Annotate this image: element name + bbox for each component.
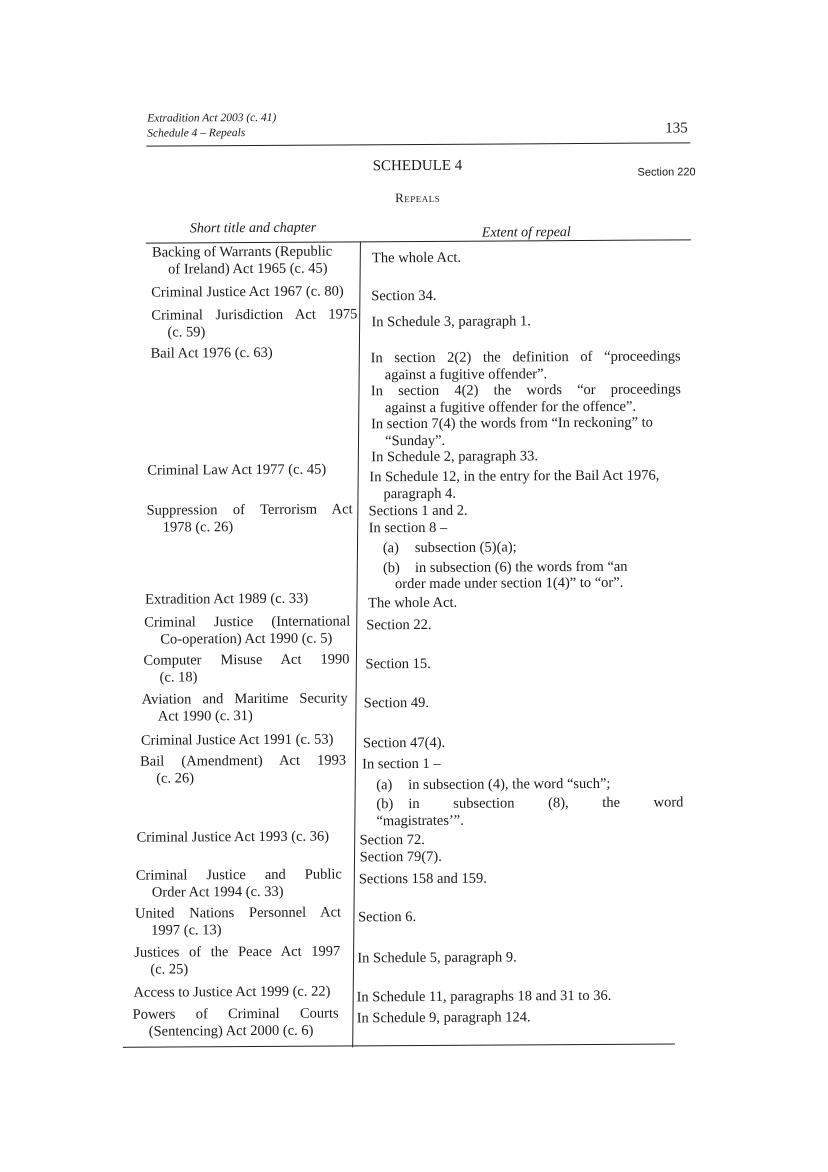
short-title-cell xyxy=(144,613,350,647)
short-title-cell xyxy=(142,690,348,724)
extent-cell xyxy=(368,593,680,611)
sub-item-text: in subsection (6) the words from “an xyxy=(414,558,628,576)
short-title-line: Criminal Jurisdiction Act 1975 xyxy=(151,306,358,324)
extent-line: The whole Act. xyxy=(368,594,458,612)
extent-cell xyxy=(369,467,681,502)
sub-item-label: (b) xyxy=(376,796,394,813)
extent-line: Section 79(7). xyxy=(359,848,442,865)
short-title-cell xyxy=(133,983,339,1001)
short-title-line: Criminal Justice Act 1967 (c. 80) xyxy=(151,283,344,301)
section-reference: Section 220 xyxy=(637,166,696,179)
short-title-line: of Ireland) Act 1965 (c. 45) xyxy=(168,260,328,278)
short-title-cell xyxy=(151,283,357,301)
extent-line: In Schedule 2, paragraph 33. xyxy=(371,448,538,466)
extent-line: In section 7(4) the words from “In reckoning” to xyxy=(370,414,653,433)
extent-cell xyxy=(363,733,675,751)
short-title-cell xyxy=(143,651,349,685)
short-title-line: Bail (Amendment) Act 1993 xyxy=(140,752,347,770)
short-title-line: Extradition Act 1989 (c. 33) xyxy=(145,590,309,608)
extent-cell xyxy=(372,248,684,266)
short-title-cell xyxy=(147,461,353,479)
column-divider xyxy=(352,241,361,1047)
extent-cell xyxy=(357,948,669,966)
short-title-cell xyxy=(135,904,341,938)
sub-item xyxy=(369,538,679,556)
sub-item xyxy=(369,558,679,576)
schedule-reference: Schedule 4 – Repeals xyxy=(147,127,246,140)
extent-line: In section 1 – xyxy=(362,755,441,773)
extent-line: In Schedule 5, paragraph 9. xyxy=(357,949,517,967)
page-number: 135 xyxy=(665,120,688,137)
extent-line: paragraph 4. xyxy=(383,485,456,502)
short-title-line: 1997 (c. 13) xyxy=(151,921,222,939)
schedule-title: SCHEDULE 4 xyxy=(372,157,463,175)
extent-line: Section 15. xyxy=(365,655,431,673)
sub-item-label: (a) xyxy=(376,776,393,793)
extent-cell xyxy=(371,286,683,304)
extent-line: Section 49. xyxy=(363,694,430,712)
sub-item-label: (a) xyxy=(382,540,399,557)
short-title-cell xyxy=(152,243,358,277)
extent-cell xyxy=(364,693,676,711)
short-title-line: Criminal Justice Act 1993 (c. 36) xyxy=(136,828,330,846)
extent-line: Section 47(4). xyxy=(362,734,446,752)
extent-cell xyxy=(360,830,672,865)
running-header xyxy=(147,111,276,142)
extent-cell xyxy=(371,348,682,465)
act-title: Extradition Act 2003 (c. 41) xyxy=(147,111,277,125)
extent-line: Section 72. xyxy=(359,831,425,849)
short-title-line: United Nations Personnel Act xyxy=(134,904,342,922)
schedule-heading: Repeals xyxy=(395,189,441,206)
short-title-line: Suppression of Terrorism Act xyxy=(146,501,353,519)
short-title-line: Co-operation) Act 1990 (c. 5) xyxy=(160,630,333,648)
extent-line: “Sunday”. xyxy=(385,432,446,449)
extent-line: In Schedule 3, paragraph 1. xyxy=(371,313,531,331)
sub-item-text: “magistrates’”. xyxy=(376,812,464,829)
short-title-line: Aviation and Maritime Security xyxy=(141,690,348,708)
short-title-cell xyxy=(151,306,357,340)
sub-item xyxy=(362,794,684,813)
sub-item-label: (b) xyxy=(382,559,400,576)
short-title-line: 1978 (c. 26) xyxy=(162,518,234,536)
short-title-cell xyxy=(134,943,340,977)
sub-item-text: subsection (5)(a); xyxy=(414,539,517,557)
extent-line: Sections 158 and 159. xyxy=(358,870,487,888)
short-title-cell xyxy=(140,752,346,786)
extent-cell xyxy=(357,1008,669,1026)
short-title-line: Criminal Justice Act 1991 (c. 53) xyxy=(140,731,334,749)
extent-cell xyxy=(371,312,683,330)
short-title-line: Criminal Justice and Public xyxy=(135,866,342,884)
extent-cell xyxy=(366,615,678,633)
short-title-line: Bail Act 1976 (c. 63) xyxy=(150,344,273,362)
extent-line: against a fugitive offender”. xyxy=(384,365,548,383)
short-title-line: Act 1990 (c. 31) xyxy=(157,707,253,725)
short-title-cell xyxy=(133,1006,339,1040)
extent-line: The whole Act. xyxy=(371,249,462,267)
column-header-short-title: Short title and chapter xyxy=(189,220,317,237)
sub-item-text: order made under section 1(4)” to “or”. xyxy=(394,574,624,593)
sub-item-text: in subsection (4), the word “such”; xyxy=(408,775,611,793)
column-header-extent: Extent of repeal xyxy=(481,225,571,241)
extent-line: In Schedule 9, paragraph 124. xyxy=(356,1009,531,1027)
table-bottom-rule xyxy=(123,1043,675,1047)
extent-cell xyxy=(359,869,671,887)
extent-line: In Schedule 12, in the entry for the Bail Act 1976, xyxy=(369,467,660,486)
short-title-cell xyxy=(141,731,347,749)
short-title-cell xyxy=(145,590,351,608)
short-title-line: Powers of Criminal Courts xyxy=(132,1005,339,1023)
short-title-line: Order Act 1994 (c. 33) xyxy=(151,883,284,901)
extent-line: Section 22. xyxy=(366,616,432,634)
extent-line: Sections 1 and 2. xyxy=(368,502,468,520)
extent-cell xyxy=(358,907,670,925)
sub-item-text: in subsection (8), the word xyxy=(408,794,684,813)
short-title-line: (c. 18) xyxy=(159,668,198,686)
extent-line: against a fugitive offender for the offence”. xyxy=(384,398,637,416)
short-title-cell xyxy=(137,828,343,846)
short-title-line: (c. 59) xyxy=(167,323,206,341)
extent-cell xyxy=(356,987,668,1005)
short-title-cell xyxy=(136,866,342,900)
extent-line: Section 6. xyxy=(358,909,417,926)
extent-line: In section 2(2) the definition of “proceedings xyxy=(370,348,681,367)
sub-item xyxy=(362,775,672,793)
extent-line: Section 34. xyxy=(371,287,437,305)
short-title-line: Access to Justice Act 1999 (c. 22) xyxy=(133,983,331,1001)
extent-line: In Schedule 11, paragraphs 18 and 31 to 36. xyxy=(356,987,612,1006)
short-title-line: (c. 25) xyxy=(150,960,189,978)
short-title-line: Justices of the Peace Act 1997 xyxy=(134,943,341,961)
extent-cell xyxy=(362,754,684,829)
extent-cell xyxy=(369,501,680,592)
extent-line: In section 8 – xyxy=(368,519,448,536)
extent-cell xyxy=(365,654,677,672)
short-title-line: Criminal Law Act 1977 (c. 45) xyxy=(147,461,327,479)
header-rule xyxy=(146,142,690,146)
short-title-cell xyxy=(151,344,357,362)
short-title-line: Computer Misuse Act 1990 xyxy=(143,651,350,669)
extent-line: In section 4(2) the words “or proceedings xyxy=(370,381,681,400)
short-title-cell xyxy=(147,501,353,535)
short-title-line: (c. 26) xyxy=(156,769,195,787)
short-title-line: Backing of Warrants (Republic xyxy=(151,243,333,261)
short-title-line: Criminal Justice (International xyxy=(144,613,351,631)
short-title-line: (Sentencing) Act 2000 (c. 6) xyxy=(148,1022,314,1040)
table-header-rule xyxy=(146,239,691,243)
